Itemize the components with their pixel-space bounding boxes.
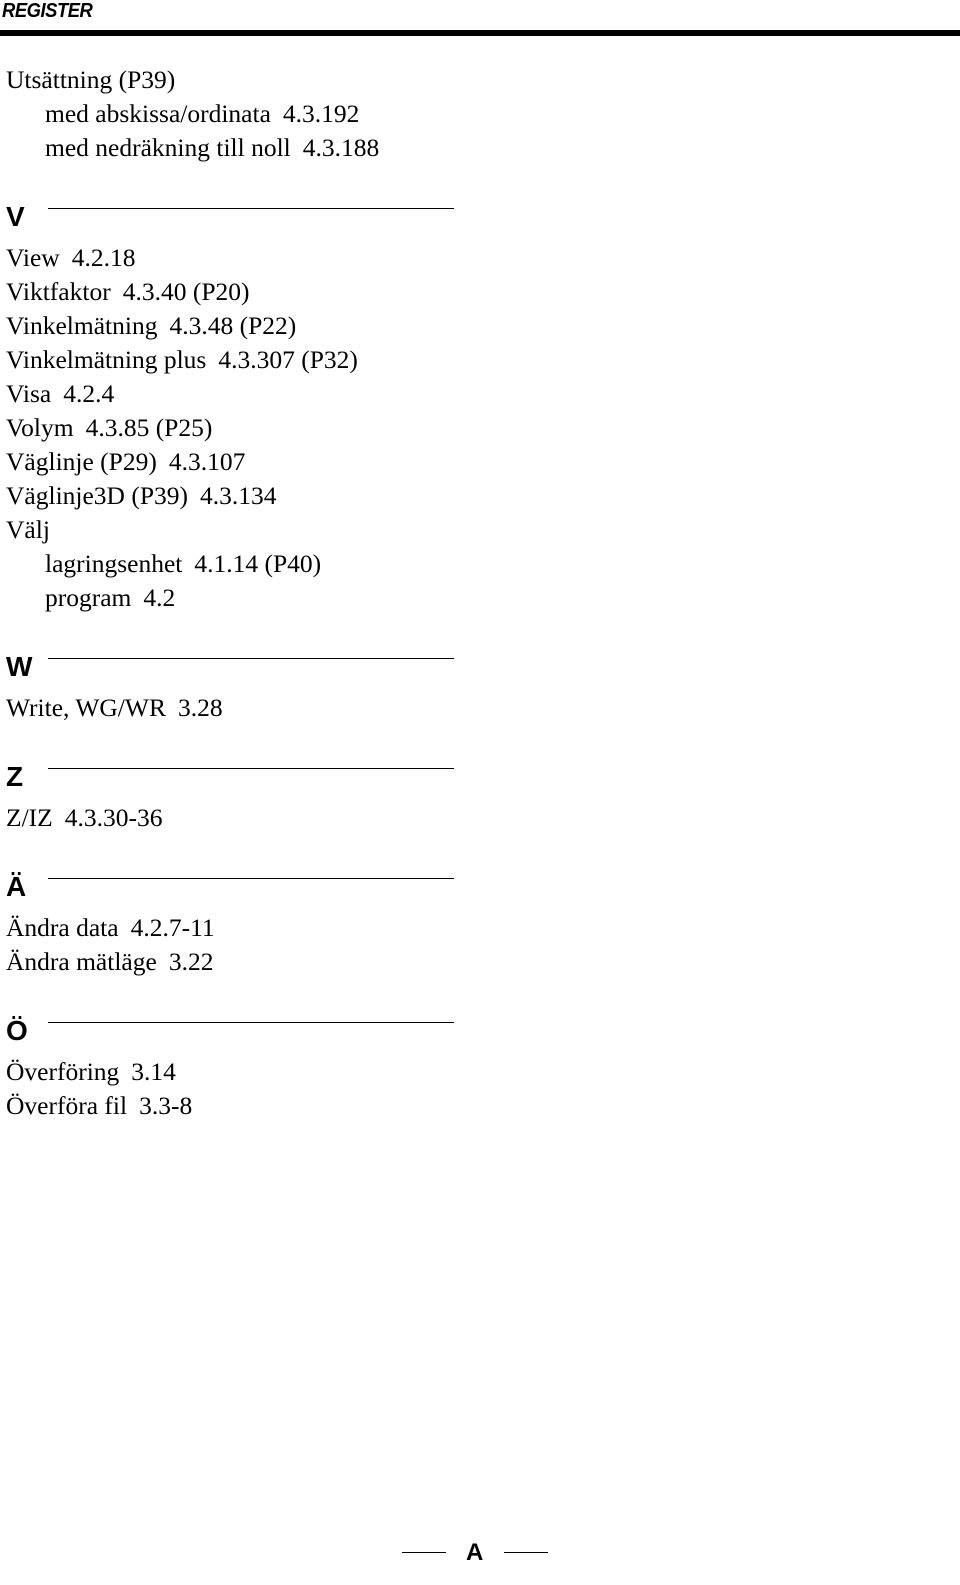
section-header-z: [6, 753, 456, 801]
index-ref: 4.3.30-36: [64, 803, 163, 832]
section-letter: V: [6, 201, 25, 232]
index-subentry: [6, 131, 456, 165]
index-term: Viktfaktor: [6, 277, 111, 306]
index-ref: 4.3.307 (P32): [218, 345, 358, 374]
index-term: Visa: [6, 379, 52, 408]
index-term: Väglinje3D (P39): [6, 481, 189, 510]
index-subentry: [6, 97, 456, 131]
index-term: lagringsenhet: [45, 549, 183, 578]
header-rule: [0, 30, 960, 36]
index-term: Utsättning (P39): [6, 65, 176, 94]
index-ref: 4.3.192: [282, 99, 360, 128]
section-letter: Z: [6, 761, 24, 792]
index-entry: [6, 945, 456, 979]
index-entry: [6, 1089, 456, 1123]
index-term: Välj: [6, 515, 50, 544]
index-entry: [6, 445, 456, 479]
index-term: med abskissa/ordinata: [45, 99, 271, 128]
footer-page-letter: A: [466, 1539, 484, 1566]
index-entry: [6, 691, 456, 725]
index-ref: 4.3.107: [168, 447, 246, 476]
index-term: Överföring: [6, 1057, 120, 1086]
section-header-oe: [6, 1007, 456, 1055]
index-subentry: [6, 581, 456, 615]
section-rule: [48, 1022, 454, 1023]
index-term: Vinkelmätning plus: [6, 345, 207, 374]
section-rule: [48, 208, 454, 209]
index-ref: 3.3-8: [139, 1091, 193, 1120]
index-term: Väglinje (P29): [6, 447, 157, 476]
section-header-w: [6, 643, 456, 691]
section-rule: [48, 658, 454, 659]
page-footer: [402, 1538, 552, 1568]
index-entry: [6, 479, 456, 513]
index-term: Z/IZ: [6, 803, 53, 832]
index-entry: [6, 275, 456, 309]
index-term: program: [45, 583, 132, 612]
section-header-ae: [6, 863, 456, 911]
index-ref: 4.3.188: [302, 133, 380, 162]
page-header-title: REGISTER: [2, 0, 93, 22]
index-ref: 4.1.14 (P40): [194, 549, 322, 578]
index-ref: 4.2.4: [63, 379, 115, 408]
index-term: Ändra mätläge: [6, 947, 157, 976]
index-content: [6, 63, 456, 1123]
index-ref: 4.2.18: [71, 243, 136, 272]
index-term: Överföra fil: [6, 1091, 128, 1120]
section-letter: Ö: [6, 1015, 28, 1046]
index-term: View: [6, 243, 60, 272]
index-term: Ändra data: [6, 913, 119, 942]
section-rule: [48, 768, 454, 769]
section-letter: W: [6, 651, 33, 682]
index-entry: [6, 513, 456, 547]
index-entry: [6, 801, 456, 835]
index-entry: [6, 377, 456, 411]
index-ref: 3.28: [177, 693, 223, 722]
footer-rule-left: [402, 1552, 446, 1553]
index-entry: [6, 309, 456, 343]
index-subentry: [6, 547, 456, 581]
index-entry: [6, 241, 456, 275]
index-term: Vinkelmätning: [6, 311, 158, 340]
index-entry: [6, 1055, 456, 1089]
section-header-v: [6, 193, 456, 241]
index-term: Volym: [6, 413, 74, 442]
index-ref: 3.14: [131, 1057, 176, 1086]
index-ref: 4.3.40 (P20): [122, 277, 250, 306]
index-term: med nedräkning till noll: [45, 133, 291, 162]
footer-rule-right: [504, 1552, 548, 1553]
index-ref: 4.2: [143, 583, 176, 612]
index-ref: 4.3.48 (P22): [169, 311, 297, 340]
index-ref: 3.22: [168, 947, 214, 976]
index-ref: 4.3.85 (P25): [85, 413, 213, 442]
index-term: Write, WG/WR: [6, 693, 166, 722]
section-letter: Ä: [6, 871, 27, 902]
index-ref: 4.2.7-11: [130, 913, 215, 942]
index-entry: [6, 343, 456, 377]
section-rule: [48, 878, 454, 879]
index-entry: [6, 911, 456, 945]
index-entry: [6, 63, 456, 97]
index-entry: [6, 411, 456, 445]
index-ref: 4.3.134: [200, 481, 277, 510]
